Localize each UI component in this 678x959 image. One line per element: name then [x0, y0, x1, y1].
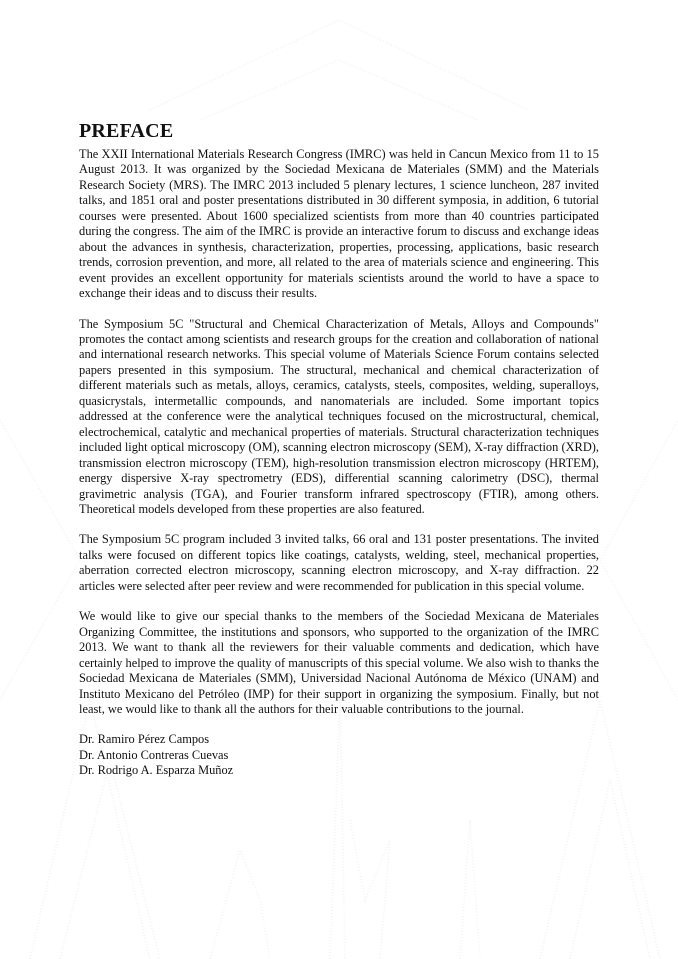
- paragraph-congress-overview: The XXII International Materials Research Congress (IMRC) was held in Cancun Mexico from 11 to 15 August 2013. It was organized by the Sociedad Mexicana de Materiales (SMM) and the Materials Research Society (MRS). The IMRC 2013 included 5 plenary lectures, 1 science luncheon, 287 invited talks, and 1851 oral and poster presentations distributed in 30 different symposia, in addition, 6 tutorial courses were presented. About 1600 specialized scientists from more than 40 countries participated during the congress. The aim of the IMRC is provide an interactive forum to discuss and exchange ideas about the advances in synthesis, characterization, properties, processing, applications, basic research trends, corrosion prevention, and more, all related to the area of materials science and engineering. This event provides an excellent opportunity for materials scientists around the world to have a space to exchange their ideas and to discuss their results.: [79, 147, 599, 301]
- signature-name: Dr. Ramiro Pérez Campos: [79, 732, 210, 747]
- signature-name: Dr. Antonio Contreras Cuevas: [79, 747, 229, 762]
- page-title: PREFACE: [79, 120, 174, 142]
- signature-block: [79, 732, 599, 778]
- paragraph-acknowledgements: We would like to give our special thanks to the members of the Sociedad Mexicana de Materiales Organizing Committee, the institutions and sponsors, who supported to the organization of the IMRC 2013. We want to thank all the reviewers for their valuable comments and dedication, which have certainly helped to improve the quality of manuscripts of this special volume. We also wish to thanks the Sociedad Mexicana de Materiales (SMM), Universidad Nacional Autónoma de México (UNAM) and Instituto Mexicano del Petróleo (IMP) for their support in organizing the symposium. Finally, but not least, we would like to thank all the authors for their valuable contributions to the journal.: [79, 609, 599, 716]
- document-page: [79, 119, 599, 779]
- signature-name: Dr. Rodrigo A. Esparza Muñoz: [79, 763, 234, 778]
- paragraph-symposium-description: The Symposium 5C "Structural and Chemical Characterization of Metals, Alloys and Compounds" promotes the contact among scientists and research groups for the creation and collaboration of national and international research networks. This special volume of Materials Science Forum contains selected papers presented in this symposium. The structural, mechanical and chemical characterization of different materials such as metals, alloys, ceramics, catalysts, steels, composites, welding, superalloys, quasicrystals, intermetallic compounds, and nanomaterials are included. Some important topics addressed at the conference were the analytical techniques focused on the microstructural, chemical, electrochemical, catalytic and mechanical properties of materials. Structural characterization techniques included light optical microscopy (OM), scanning electron microscopy (SEM), X-ray diffraction (XRD), transmission electron microscopy (TEM), high-resolution transmission electron microscopy (HRTEM), energy dispersive X-ray spectrometry (EDS), differential scanning calorimetry (DSC), thermal gravimetric analysis (TGA), and Fourier transform infrared spectroscopy (FTIR), among others. Theoretical models developed from these properties are also featured.: [79, 316, 599, 516]
- paragraph-symposium-program: The Symposium 5C program included 3 invited talks, 66 oral and 131 poster presentations. The invited talks were focused on different topics like coatings, catalysts, welding, steel, mechanical properties, aberration corrected electron microscopy, scanning electron microscopy, and X-ray diffraction. 22 articles were selected after peer review and were recommended for publication in this special volume.: [79, 532, 599, 593]
